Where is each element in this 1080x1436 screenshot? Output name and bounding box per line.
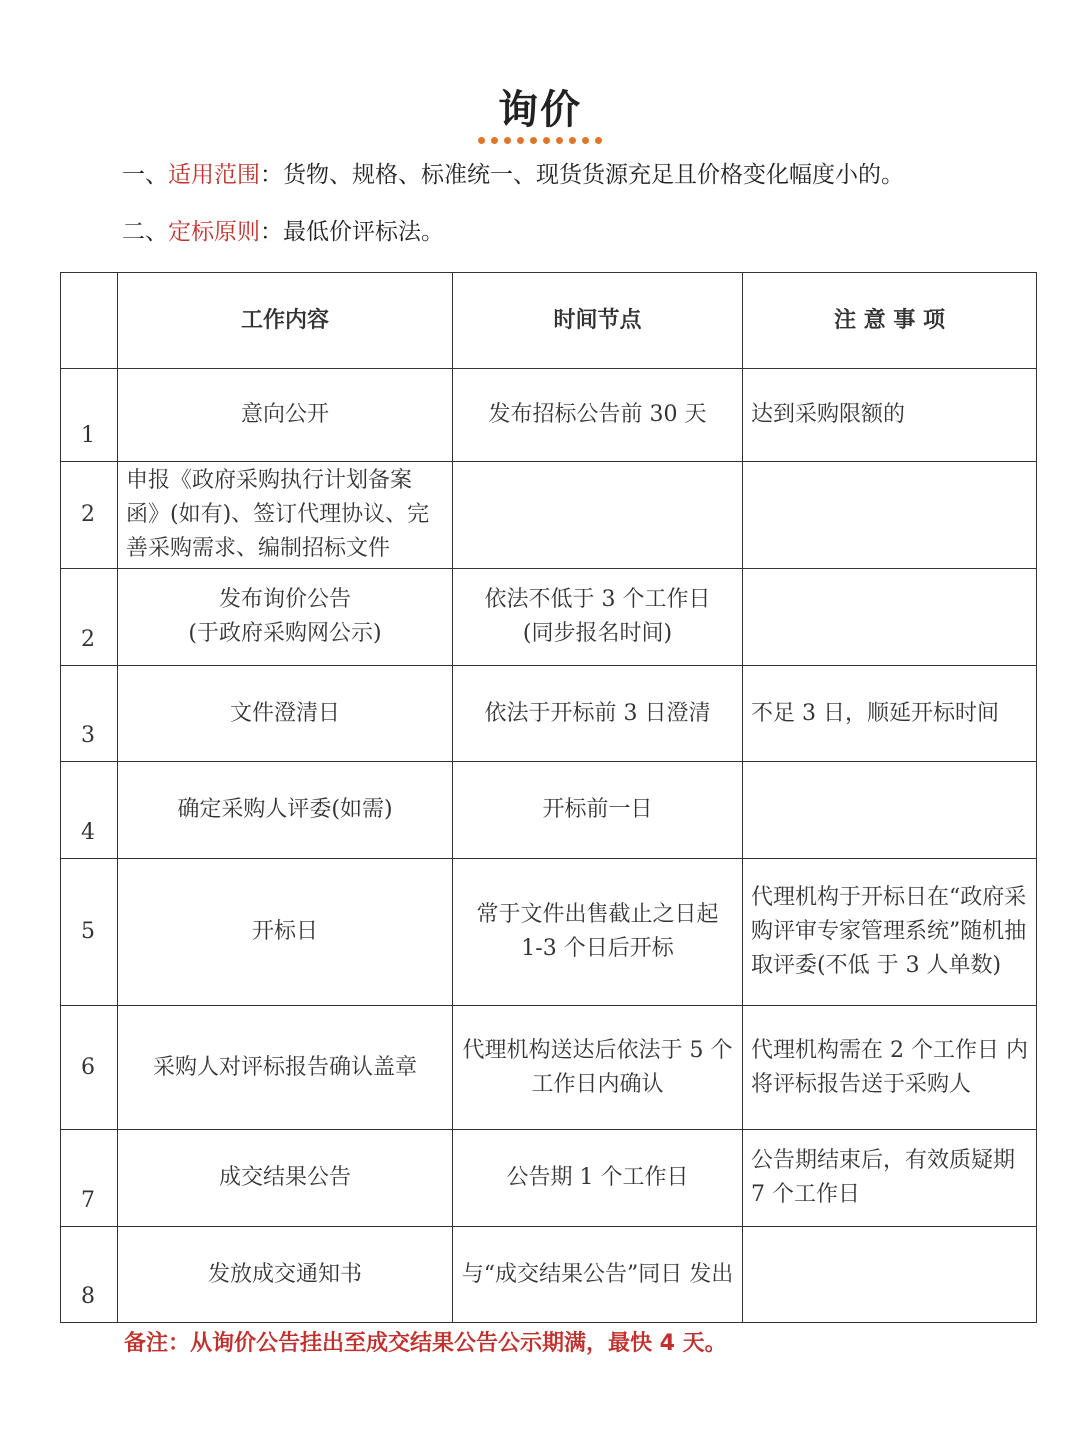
row-num: 7	[61, 1130, 118, 1227]
row-num: 6	[61, 1006, 118, 1130]
table-header-row	[61, 273, 1037, 369]
row-content: 开标日	[118, 859, 453, 1006]
row-num: 4	[61, 762, 118, 859]
row-num: 2	[61, 462, 118, 569]
header-note: 注 意 事 项	[743, 273, 1037, 369]
row-num: 2	[61, 569, 118, 666]
row-time: 代理机构送达后依法于 5 个工作日内确认	[453, 1006, 743, 1130]
table-row	[61, 369, 1037, 462]
row-num: 5	[61, 859, 118, 1006]
row-time: 发布招标公告前 30 天	[453, 369, 743, 462]
row-content: 确定采购人评委(如需)	[118, 762, 453, 859]
principle-prefix: 二、	[122, 219, 168, 245]
scope-label: 适用范围	[168, 162, 260, 188]
table-row	[61, 462, 1037, 569]
row-time: 公告期 1 个工作日	[453, 1130, 743, 1227]
page-title: 询价	[498, 87, 582, 133]
row-note	[743, 1227, 1037, 1323]
table-row	[61, 859, 1037, 1006]
row-time: 常于文件出售截止之日起 1-3 个日后开标	[453, 859, 743, 1006]
row-note: 不足 3 日，顺延开标时间	[743, 666, 1037, 762]
principle-label: 定标原则	[168, 219, 260, 245]
table-row	[61, 762, 1037, 859]
table-row	[61, 569, 1037, 666]
row-time: 依法不低于 3 个工作日 (同步报名时间)	[453, 569, 743, 666]
row-num: 8	[61, 1227, 118, 1323]
row-note	[743, 762, 1037, 859]
row-time	[453, 462, 743, 569]
scope-line	[122, 156, 904, 189]
procedure-table	[60, 272, 1037, 1323]
header-content: 工作内容	[118, 273, 453, 369]
scope-prefix: 一、	[122, 162, 168, 188]
header-time: 时间节点	[453, 273, 743, 369]
row-num: 1	[61, 369, 118, 462]
row-note: 代理机构于开标日在“政府采购评审专家管理系统”随机抽取评委(不低 于 3 人单数)	[743, 859, 1037, 1006]
scope-text: 货物、规格、标准统一、现货货源充足且价格变化幅度小的。	[283, 162, 904, 188]
principle-text: 最低价评标法。	[283, 219, 444, 245]
row-content: 申报《政府采购执行计划备案函》(如有)、签订代理协议、完善采购需求、编制招标文件	[118, 462, 453, 569]
header-num	[61, 273, 118, 369]
remark-note: 备注：从询价公告挂出至成交结果公告公示期满，最快 4 天。	[124, 1331, 727, 1356]
row-content: 文件澄清日	[118, 666, 453, 762]
row-num: 3	[61, 666, 118, 762]
row-content: 成交结果公告	[118, 1130, 453, 1227]
row-note	[743, 462, 1037, 569]
row-content: 采购人对评标报告确认盖章	[118, 1006, 453, 1130]
row-note: 代理机构需在 2 个工作日 内将评标报告送于采购人	[743, 1006, 1037, 1130]
scope-colon: ：	[260, 162, 283, 188]
row-time: 与“成交结果公告”同日 发出	[453, 1227, 743, 1323]
table-row	[61, 1006, 1037, 1130]
row-note: 达到采购限额的	[743, 369, 1037, 462]
row-content: 发布询价公告 (于政府采购网公示)	[118, 569, 453, 666]
title-dots-decoration	[0, 137, 1080, 144]
table-row	[61, 1227, 1037, 1323]
principle-line	[122, 213, 444, 246]
row-note: 公告期结束后，有效质疑期 7 个工作日	[743, 1130, 1037, 1227]
row-content: 发放成交通知书	[118, 1227, 453, 1323]
row-content: 意向公开	[118, 369, 453, 462]
table-row	[61, 1130, 1037, 1227]
row-note	[743, 569, 1037, 666]
principle-colon: ：	[260, 219, 283, 245]
row-time: 开标前一日	[453, 762, 743, 859]
row-time: 依法于开标前 3 日澄清	[453, 666, 743, 762]
table-row	[61, 666, 1037, 762]
